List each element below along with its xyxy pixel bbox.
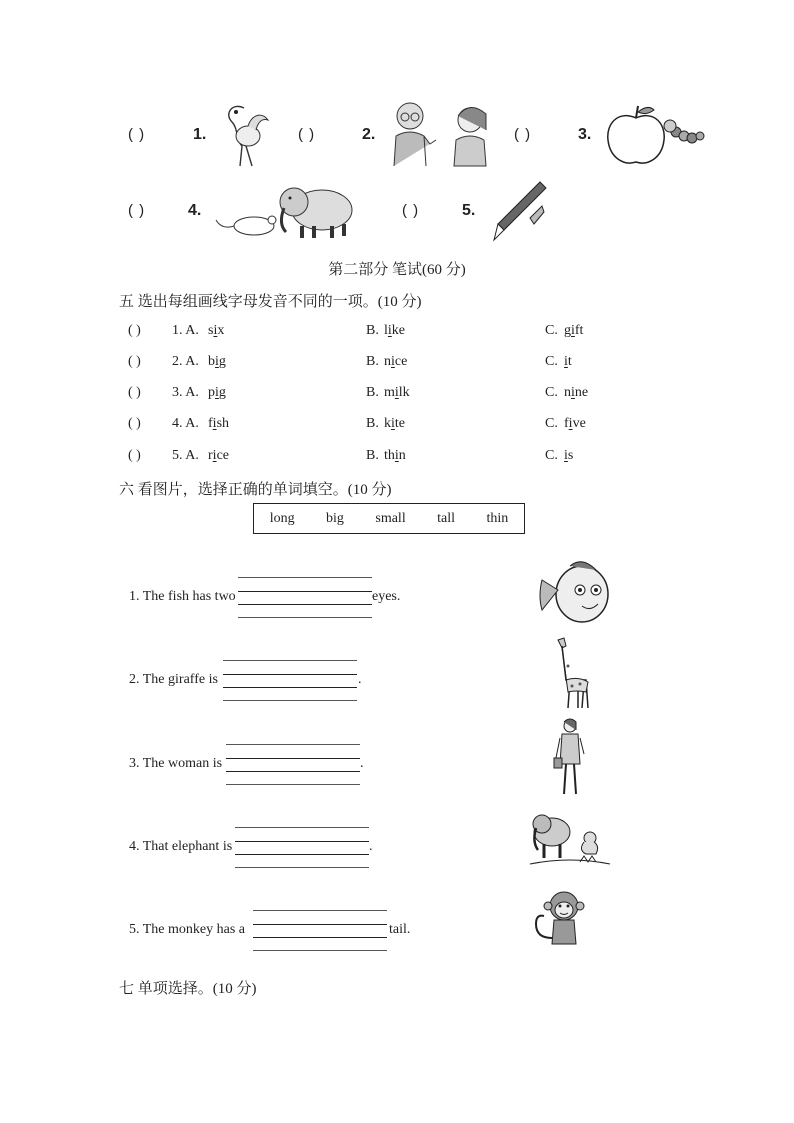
ostrich-icon xyxy=(218,100,278,168)
item-number-5: 5. xyxy=(462,202,476,219)
option-b-label: B. xyxy=(366,323,379,338)
option-c-label: C. xyxy=(545,354,558,369)
elephant-monkey-icon xyxy=(530,806,610,870)
answer-paren[interactable]: ( ) xyxy=(128,385,141,400)
answer-paren[interactable]: ( ) xyxy=(128,354,141,369)
sentence-end: . xyxy=(360,756,364,771)
part-title: 第二部分 笔试(60 分) xyxy=(328,262,466,278)
word-bank-item: tall xyxy=(437,510,456,526)
woman-icon xyxy=(554,718,586,796)
answer-line[interactable] xyxy=(238,577,372,617)
answer-line[interactable] xyxy=(235,827,369,867)
sentence-text: 3. The woman is xyxy=(129,756,223,771)
option-a: fish xyxy=(208,416,230,431)
sentence-text: 1. The fish has two xyxy=(129,589,236,604)
option-a: big xyxy=(208,354,226,369)
answer-line[interactable] xyxy=(253,910,387,950)
option-c: nine xyxy=(564,385,589,400)
option-c-label: C. xyxy=(545,416,558,431)
section6-title: 六 看图片，选择正确的单词填空。(10 分) xyxy=(119,482,392,498)
section5-title: 五 选出每组画线字母发音不同的一项。(10 分) xyxy=(119,294,422,310)
word-bank xyxy=(253,503,525,534)
option-c: it xyxy=(564,354,572,369)
pen-icon xyxy=(490,178,550,244)
word-bank-item: small xyxy=(375,510,406,526)
option-c-label: C. xyxy=(545,448,558,463)
option-b: milk xyxy=(384,385,410,400)
word-bank-item: long xyxy=(269,510,295,526)
item-number-4: 4. xyxy=(188,202,202,219)
giraffe-icon xyxy=(548,636,594,710)
option-b: like xyxy=(384,323,405,338)
answer-paren-2[interactable]: ( ) xyxy=(298,126,316,143)
answer-line[interactable] xyxy=(223,660,357,700)
option-a: rice xyxy=(208,448,229,463)
item-number-2: 2. xyxy=(362,126,376,143)
answer-line[interactable] xyxy=(226,744,360,784)
option-c-label: C. xyxy=(545,323,558,338)
answer-paren-5[interactable]: ( ) xyxy=(402,202,420,219)
option-b-label: B. xyxy=(366,354,379,369)
sentence-text: 2. The giraffe is xyxy=(129,672,218,687)
boy-girl-icon xyxy=(390,100,500,166)
answer-paren-4[interactable]: ( ) xyxy=(128,202,146,219)
section7-title: 七 单项选择。(10 分) xyxy=(119,981,257,997)
apple-caterpillar-icon xyxy=(604,104,704,168)
option-c-label: C. xyxy=(545,385,558,400)
word-bank-item: big xyxy=(326,510,344,526)
question-number: 1. A. xyxy=(172,323,199,338)
option-b: thin xyxy=(384,448,406,463)
monkey-icon xyxy=(530,888,592,952)
option-c: is xyxy=(564,448,574,463)
option-c: five xyxy=(564,416,586,431)
option-b: kite xyxy=(384,416,405,431)
answer-paren-1[interactable]: ( ) xyxy=(128,126,146,143)
item-number-1: 1. xyxy=(193,126,207,143)
answer-paren-3[interactable]: ( ) xyxy=(514,126,532,143)
answer-paren[interactable]: ( ) xyxy=(128,416,141,431)
question-number: 4. A. xyxy=(172,416,199,431)
sentence-end: eyes. xyxy=(372,589,401,604)
answer-paren[interactable]: ( ) xyxy=(128,448,141,463)
option-c: gift xyxy=(564,323,584,338)
sentence-end: . xyxy=(369,839,373,854)
mouse-elephant-icon xyxy=(214,180,359,238)
question-number: 5. A. xyxy=(172,448,199,463)
option-b-label: B. xyxy=(366,385,379,400)
item-number-3: 3. xyxy=(578,126,592,143)
word-bank-item: thin xyxy=(486,510,509,526)
option-b-label: B. xyxy=(366,416,379,431)
question-number: 2. A. xyxy=(172,354,199,369)
sentence-text: 5. The monkey has a xyxy=(129,922,245,937)
sentence-text: 4. That elephant is xyxy=(129,839,233,854)
sentence-end: . xyxy=(358,672,362,687)
option-a: pig xyxy=(208,385,226,400)
sentence-end: tail. xyxy=(389,922,411,937)
option-a: six xyxy=(208,323,225,338)
option-b-label: B. xyxy=(366,448,379,463)
option-b: nice xyxy=(384,354,408,369)
answer-paren[interactable]: ( ) xyxy=(128,323,141,338)
fish-icon xyxy=(540,560,610,626)
question-number: 3. A. xyxy=(172,385,199,400)
